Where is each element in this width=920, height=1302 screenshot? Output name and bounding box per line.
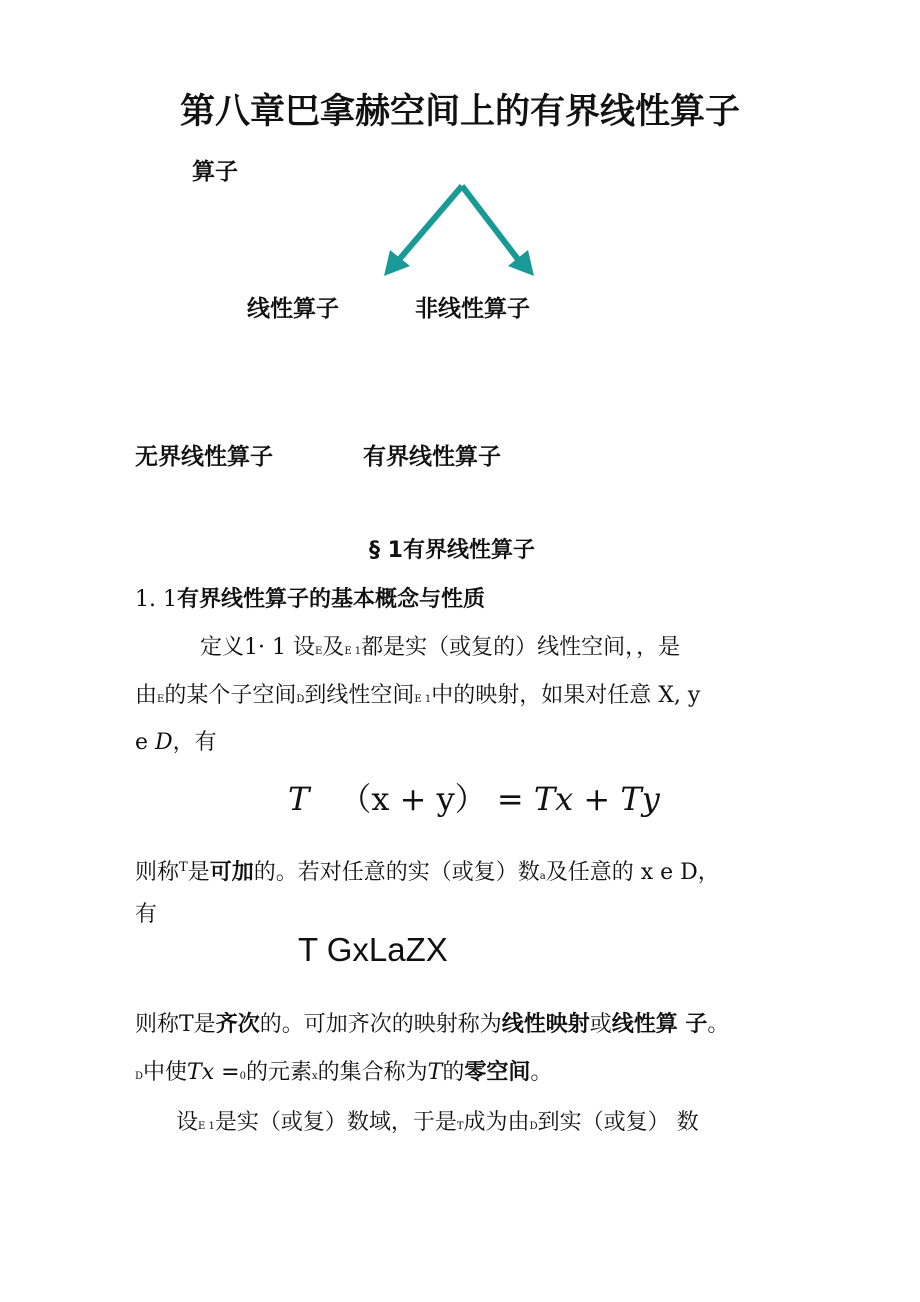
tree-right-child: 非线性算子 [415, 296, 530, 322]
definition-text: 则称 [135, 860, 180, 885]
symbol-D: D [135, 1071, 144, 1082]
formula-xy: x + y [371, 780, 455, 818]
symbol-zero: 0 [239, 1071, 246, 1082]
definition-text: 中的映射，如果对任意 X, y [431, 683, 701, 708]
definition-text: 是 [187, 860, 210, 885]
definition-text: 到实（或复） 数 [537, 1110, 699, 1135]
definition-text: 的。可加齐次的映射称为 [259, 1012, 502, 1037]
term-homogeneous: 齐次 [215, 1012, 260, 1037]
definition-text: ，有 [172, 730, 217, 755]
section-heading: § 1有界线性算子 [369, 538, 535, 563]
symbol-T: T [427, 1060, 443, 1085]
subsection-number: 1. 1 [135, 587, 177, 612]
formula-paren: （ [339, 780, 372, 818]
definition-text: 的某个子空间 [164, 683, 297, 708]
right-arrow-shaft [462, 186, 520, 262]
definition-text: 到线性空间 [304, 683, 415, 708]
definition-text: 及 [322, 635, 345, 660]
page-title: 第八章巴拿赫空间上的有界线性算子 [179, 92, 740, 132]
tree-left-child: 线性算子 [247, 296, 339, 322]
additive-definition-line [135, 855, 720, 886]
formula-Tx: Tx [533, 780, 574, 818]
branch-arrows-icon [370, 178, 550, 288]
definition-text: 由 [135, 683, 158, 708]
definition-text: 的 [442, 1060, 465, 1085]
final-paragraph-line [176, 1105, 699, 1136]
symbol-T: T [179, 860, 188, 875]
symbol-D: D [296, 694, 305, 705]
formula-Ty: Ty [620, 780, 660, 818]
definition-text: 及任意的 x e D， [545, 860, 720, 885]
left-arrow-shaft [397, 186, 462, 262]
symbol-E1: E 1 [414, 694, 432, 705]
definition-text: 的。若对任意的实（或复）数 [253, 860, 540, 885]
definition-text: 设 [176, 1110, 199, 1135]
formula-paren: ） [454, 780, 487, 818]
symbol-D: D [155, 730, 173, 755]
term-additive: 可加 [209, 860, 254, 885]
subsection-title: 有界线性算子的基本概念与性质 [176, 587, 485, 612]
definition-text: 。 [707, 1012, 730, 1037]
definition-text: 中使 [143, 1060, 188, 1085]
homogeneity-formula: T GxLaZX [298, 931, 448, 968]
definition-text: 的元素 [245, 1060, 312, 1085]
symbol-T: T [456, 1121, 464, 1132]
definition-line-2 [135, 678, 700, 709]
tree-root-label: 算子 [192, 159, 238, 185]
category-bounded: 有界线性算子 [363, 444, 501, 470]
symbol-D: D [529, 1121, 538, 1132]
definition-text: 定义1· 1 设 [200, 635, 315, 660]
definition-text: 都是实（或复的）线性空间，，是 [361, 635, 681, 660]
definition-text: = [214, 1060, 240, 1085]
homogeneous-definition-line [135, 1007, 729, 1038]
symbol-x: x [311, 1071, 318, 1082]
definition-text: 是实（或复）数域，于是 [214, 1110, 457, 1135]
definition-text: 则称T是 [135, 1012, 216, 1037]
term-linear-operator: 线性算 子 [611, 1012, 708, 1037]
additivity-formula [288, 774, 660, 820]
additive-definition-line-2: 有 [135, 902, 158, 927]
definition-text: 或 [589, 1012, 612, 1037]
symbol-E1: E 1 [344, 646, 362, 657]
symbol-alpha: a [539, 871, 546, 882]
null-space-definition-line [135, 1055, 552, 1086]
definition-text: e [135, 730, 156, 755]
term-null-space: 零空间 [464, 1060, 531, 1085]
definition-line-1 [200, 630, 680, 661]
formula-equals: = [486, 780, 534, 818]
formula-T: T [288, 780, 310, 818]
term-linear-map: 线性映射 [501, 1012, 590, 1037]
symbol-E1: E 1 [198, 1121, 215, 1132]
definition-text: 。 [530, 1060, 553, 1085]
formula-plus: + [573, 780, 621, 818]
category-unbounded: 无界线性算子 [135, 444, 273, 470]
subsection-heading [135, 582, 485, 613]
symbol-E: E [314, 646, 323, 657]
definition-line-3 [135, 725, 217, 756]
symbol-Tx: Tx [187, 1060, 215, 1085]
symbol-E: E [157, 694, 165, 705]
definition-text: 的集合称为 [317, 1060, 428, 1085]
definition-text: 成为由 [463, 1110, 530, 1135]
